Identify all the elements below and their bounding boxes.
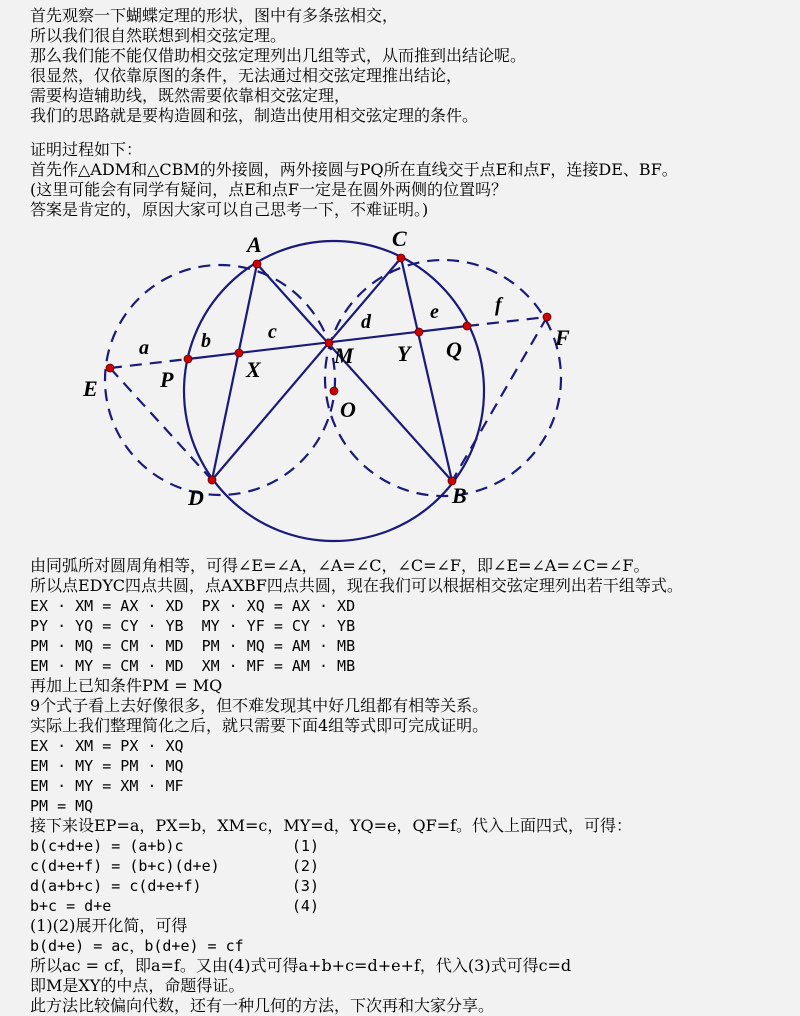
segment-qf [467, 317, 547, 326]
text-line: 再加上已知条件PM = MQ [30, 676, 223, 695]
label-seg-c: c [268, 321, 277, 343]
text-line: 由同弧所对圆周角相等，可得∠E=∠A，∠A=∠C，∠C=∠F，即∠E=∠A=∠C=∠F。 [30, 556, 650, 575]
point-q [463, 322, 471, 330]
chord-cd [212, 258, 401, 480]
intro-line: 所以我们很自然联想到相交弦定理。 [30, 26, 287, 45]
butterfly-theorem-figure [0, 220, 800, 550]
intro-line: 需要构造辅助线，既然需要依靠相交弦定理， [30, 86, 351, 105]
equation-line: EM · MY = XM · MF [30, 777, 184, 795]
equation-line: PM = MQ [30, 797, 94, 815]
equation-line: b(c+d+e) = (a+b)c (1) [30, 837, 319, 855]
point-c [397, 254, 405, 262]
equation-line: EM · MY = CM · MD XM · MF = AM · MB [30, 657, 356, 675]
text-line: 接下来设EP=a，PX=b，XM=c，MY=d，YQ=e，QF=f。代入上面四式，可得： [30, 816, 633, 835]
label-seg-d: d [361, 311, 371, 333]
equation-line: EX · XM = PX · XQ [30, 737, 184, 755]
label-x: X [246, 357, 261, 382]
text-line: 9个式子看上去好像很多，但不难发现其中好几组都有相等关系。 [30, 696, 489, 715]
text-line: 所以点EDYC四点共圆，点AXBF四点共圆，现在我们可以根据相交弦定理列出若干组等式。 [30, 576, 683, 595]
label-a: A [247, 232, 262, 257]
equation-line: c(d+e+f) = (b+c)(d+e) (2) [30, 857, 319, 875]
chord-ab [257, 264, 452, 481]
circumcircle-adm [105, 265, 335, 495]
derivation-section [30, 556, 683, 1016]
proof-line: (这里可能会有同学有疑问，点E和点F一定是在圆外两侧的位置吗？ [30, 180, 508, 199]
text-line: 即M是XY的中点，命题得证。 [30, 976, 245, 995]
segment-ep [110, 359, 188, 368]
text-line: (1)(2)展开化简，可得 [30, 916, 188, 935]
text-line: 实际上我们整理简化之后，就只需要下面4组等式即可完成证明。 [30, 716, 489, 735]
label-f: F [555, 325, 570, 350]
point-a [253, 260, 261, 268]
intro-line: 那么我们能不能仅借助相交弦定理列出几组等式，从而推到出结论呢。 [30, 46, 527, 65]
equation-line: b+c = d+e (4) [30, 897, 319, 915]
point-m [325, 339, 333, 347]
point-d [208, 476, 216, 484]
equation-line: PY · YQ = CY · YB MY · YF = CY · YB [30, 617, 356, 635]
label-o: O [340, 397, 356, 422]
label-p: P [160, 367, 174, 392]
label-y: Y [397, 341, 411, 366]
proof-paragraph [30, 140, 678, 220]
equation-line: d(a+b+c) = c(d+e+f) (3) [30, 877, 319, 895]
label-m: M [334, 343, 354, 368]
equation-line: b(d+e) = ac，b(d+e) = cf [30, 937, 244, 955]
point-f [543, 313, 551, 321]
label-seg-b: b [201, 330, 211, 352]
label-q: Q [446, 337, 462, 362]
proof-line: 答案是肯定的，原因大家可以自己思考一下，不难证明。) [30, 200, 429, 219]
intro-paragraph [30, 6, 526, 126]
segment-cb [401, 258, 452, 481]
proof-heading: 证明过程如下： [30, 140, 143, 159]
label-d: D [188, 485, 204, 510]
label-seg-e: e [430, 301, 439, 323]
point-p [184, 355, 192, 363]
intro-line: 我们的思路就是要构造圆和弦，制造出使用相交弦定理的条件。 [30, 106, 479, 125]
proof-line: 首先作△ADM和△CBM的外接圆，两外接圆与PQ所在直线交于点E和点F，连接DE、BF。 [30, 160, 678, 179]
text-line: 所以ac = cf，即a=f。又由(4)式可得a+b+c=d+e+f，代入(3)式可得c=d [30, 956, 572, 975]
intro-line: 很显然，仅依靠原图的条件，无法通过相交弦定理推出结论， [30, 66, 463, 85]
equation-line: PM · MQ = CM · MD PM · MQ = AM · MB [30, 637, 356, 655]
intro-line: 首先观察一下蝴蝶定理的形状，图中有多条弦相交， [30, 6, 399, 25]
point-o [330, 387, 338, 395]
label-seg-f: f [495, 294, 502, 316]
segment-bf [452, 317, 547, 481]
label-e: E [83, 376, 98, 401]
equation-line: EM · MY = PM · MQ [30, 757, 184, 775]
point-e [106, 364, 114, 372]
text-line: 此方法比较偏向代数，还有一种几何的方法，下次再和大家分享。 [30, 996, 495, 1015]
point-y [415, 328, 423, 336]
label-c: C [392, 226, 407, 251]
point-x [235, 349, 243, 357]
label-b: B [452, 483, 467, 508]
label-seg-a: a [139, 337, 149, 359]
equation-line: EX · XM = AX · XD PX · XQ = AX · XD [30, 597, 356, 615]
